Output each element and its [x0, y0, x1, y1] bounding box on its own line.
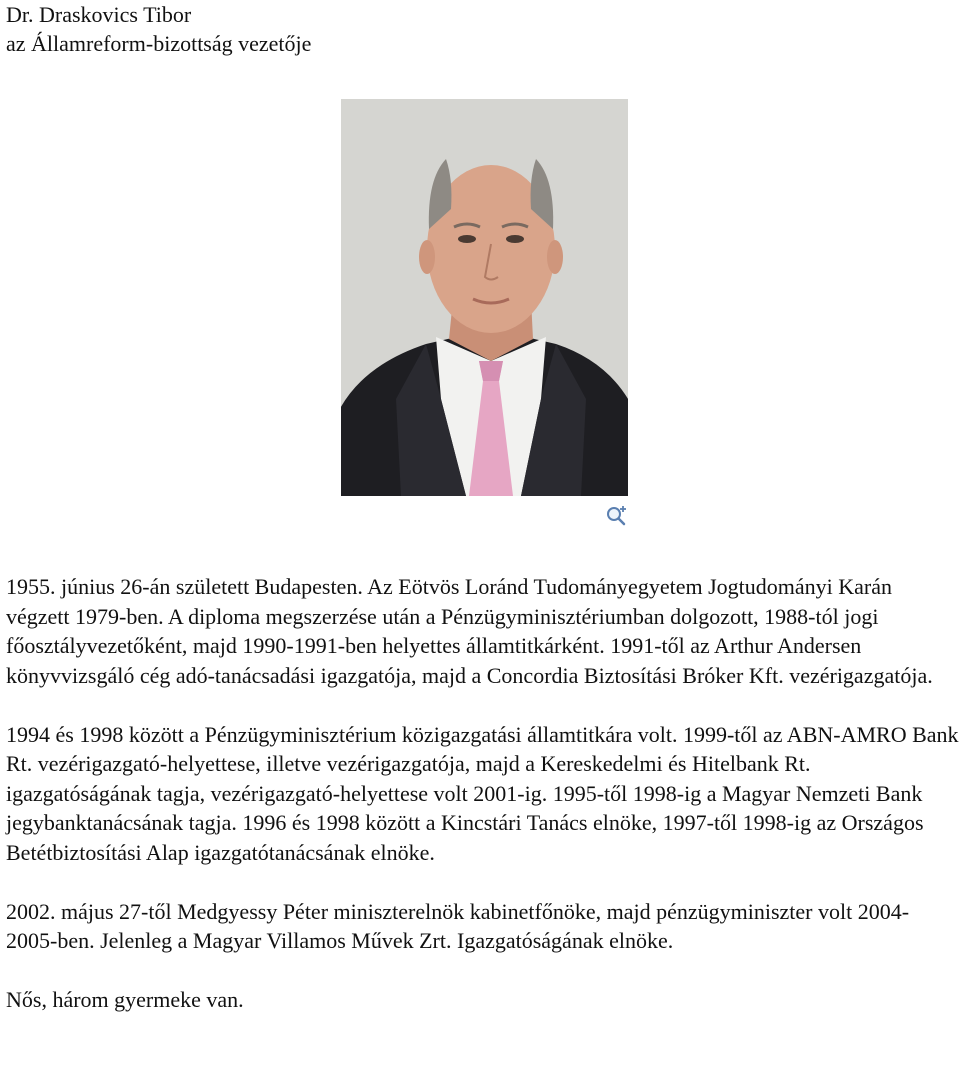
portrait-photo	[341, 99, 628, 496]
document-header	[6, 0, 311, 58]
person-role: az Államreform-bizottság vezetője	[6, 31, 312, 56]
biography-paragraph: Nős, három gyermeke van.	[6, 987, 244, 1012]
biography-paragraph: 1994 és 1998 között a Pénzügyminisztérium közigazgatási államtitkára volt. 1999-től az ABN-AMRO Bank Rt. vezérigazgató-helyettese, illetve vezérigazgatója, majd a Kereskedelmi és Hitelbank Rt. igazgatóságának tagja, vezérigazgató-helyettese volt 2001-ig. 1995-től 1998-ig a Magyar Nemzeti Bank jegybanktanácsának tagja. 1996 és 1998 között a Kincstári Tanács elnöke, 1997-től 1998-ig az Országos Betétbiztosítási Alap igazgatótanácsának elnöke.	[6, 721, 959, 865]
biography-paragraph: 1955. június 26-án született Budapesten. Az Eötvös Loránd Tudományegyetem Jogtudományi Karán végzett 1979-ben. A diploma megszerzése után a Pénzügyminisztériumban dolgozott, 1988-tól jogi főosztályvezetőként, majd 1990-1991-ben helyettes államtitkárként. 1991-től az Arthur Andersen könyvvizsgáló cég adó-tanácsadási igazgatója, majd a Concordia Biztosítási Bróker Kft. vezérigazgatója.	[6, 574, 933, 688]
biography-paragraph: 2002. május 27-től Medgyessy Péter miniszterelnök kabinetfőnöke, majd pénzügyminiszter volt 2004-2005-ben. Jelenleg a Magyar Villamos Művek Zrt. Igazgatóságának elnöke.	[6, 898, 910, 953]
person-name: Dr. Draskovics Tibor	[6, 2, 192, 27]
magnify-plus-icon[interactable]	[606, 504, 628, 526]
biography	[6, 572, 960, 1044]
